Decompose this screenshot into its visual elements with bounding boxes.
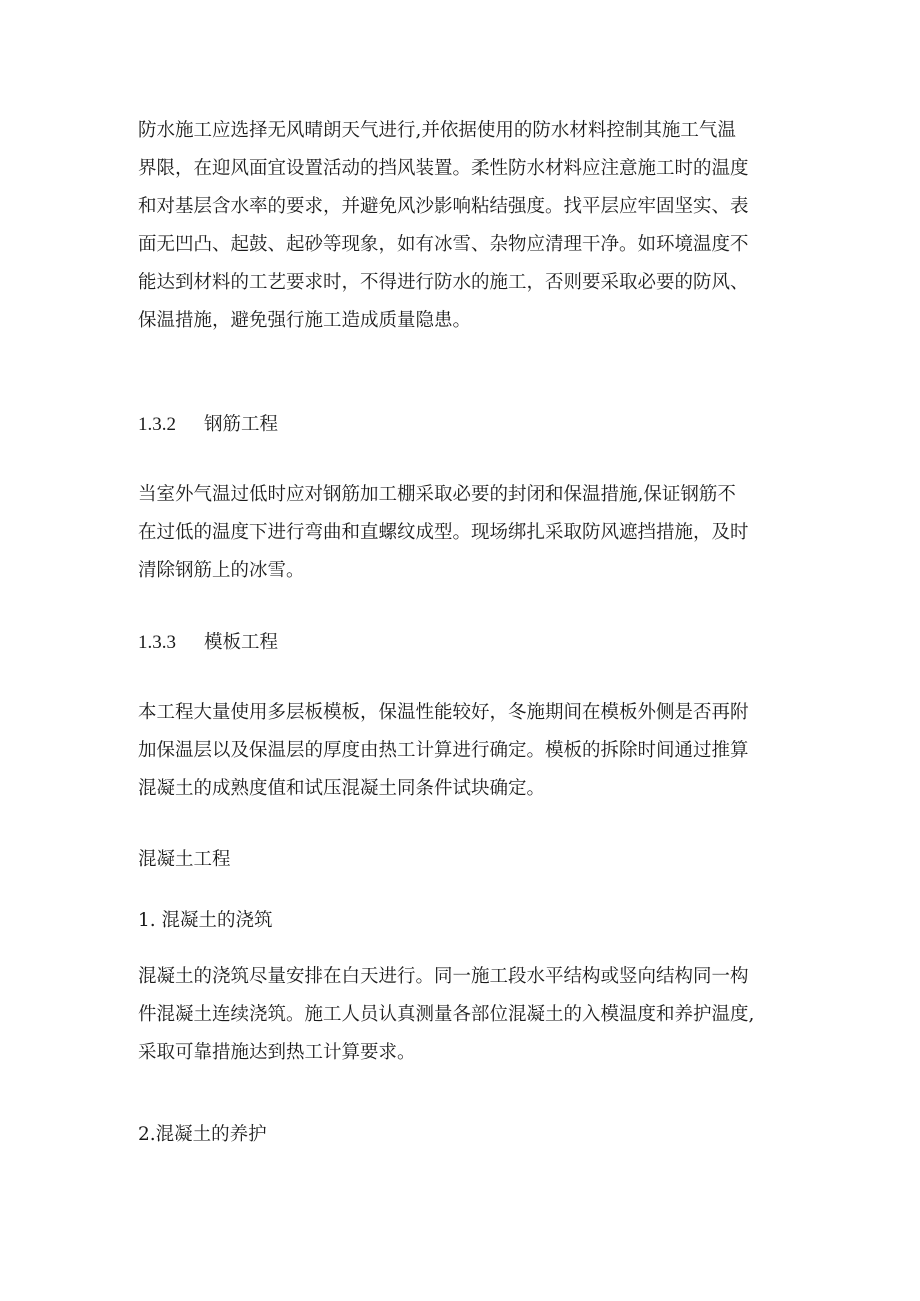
- text-line: 当室外气温过低时应对钢筋加工棚采取必要的封闭和保温措施,保证钢筋不: [138, 484, 736, 505]
- text-line: 件混凝土连续浇筑。施工人员认真测量各部位混凝土的入模温度和养护温度,: [138, 1004, 755, 1025]
- text-line: 防水施工应选择无风晴朗天气进行,并依据使用的防水材料控制其施工气温: [138, 120, 736, 141]
- section-title: 模板工程: [204, 632, 279, 653]
- text-line: 界限，在迎风面宜设置活动的挡风装置。柔性防水材料应注意施工时的温度: [138, 158, 749, 179]
- paragraph-rebar: [138, 476, 798, 590]
- section-heading-formwork: [138, 628, 798, 658]
- text-line: 保温措施，避免强行施工造成质量隐患。: [138, 310, 472, 331]
- text-line: 能达到材料的工艺要求时，不得进行防水的施工，否则要采取必要的防风、: [138, 272, 749, 293]
- heading-concrete-works: 混凝土工程: [138, 849, 231, 870]
- text-line: 混凝土的浇筑尽量安排在白天进行。同一施工段水平结构或竖向结构同一构: [138, 966, 749, 987]
- text-line: 和对基层含水率的要求，并避免风沙影响粘结强度。找平层应牢固坚实、表: [138, 196, 749, 217]
- text-line: 本工程大量使用多层板模板，保温性能较好，冬施期间在模板外侧是否再附: [138, 702, 749, 723]
- section-title: 钢筋工程: [204, 414, 279, 435]
- text-line: 加保温层以及保温层的厚度由热工计算进行确定。模板的拆除时间通过推算: [138, 740, 749, 761]
- paragraph-waterproofing: [138, 112, 798, 340]
- section-number: 1.3.3: [138, 632, 176, 653]
- section-number: 1.3.2: [138, 414, 176, 435]
- heading-concrete-pouring: 1. 混凝土的浇筑: [138, 910, 273, 931]
- text-line: 混凝土的成熟度值和试压混凝土同条件试块确定。: [138, 778, 546, 799]
- text-line: 在过低的温度下进行弯曲和直螺纹成型。现场绑扎采取防风遮挡措施，及时: [138, 522, 749, 543]
- paragraph-formwork: [138, 694, 798, 808]
- text-line: 清除钢筋上的冰雪。: [138, 560, 305, 581]
- section-heading-rebar: [138, 410, 798, 440]
- text-line: 面无凹凸、起鼓、起砂等现象，如有冰雪、杂物应清理干净。如环境温度不: [138, 234, 749, 255]
- text-line: 采取可靠措施达到热工计算要求。: [138, 1042, 416, 1063]
- heading-concrete-curing: 2.混凝土的养护: [138, 1124, 267, 1145]
- paragraph-concrete-pouring: [138, 958, 798, 1072]
